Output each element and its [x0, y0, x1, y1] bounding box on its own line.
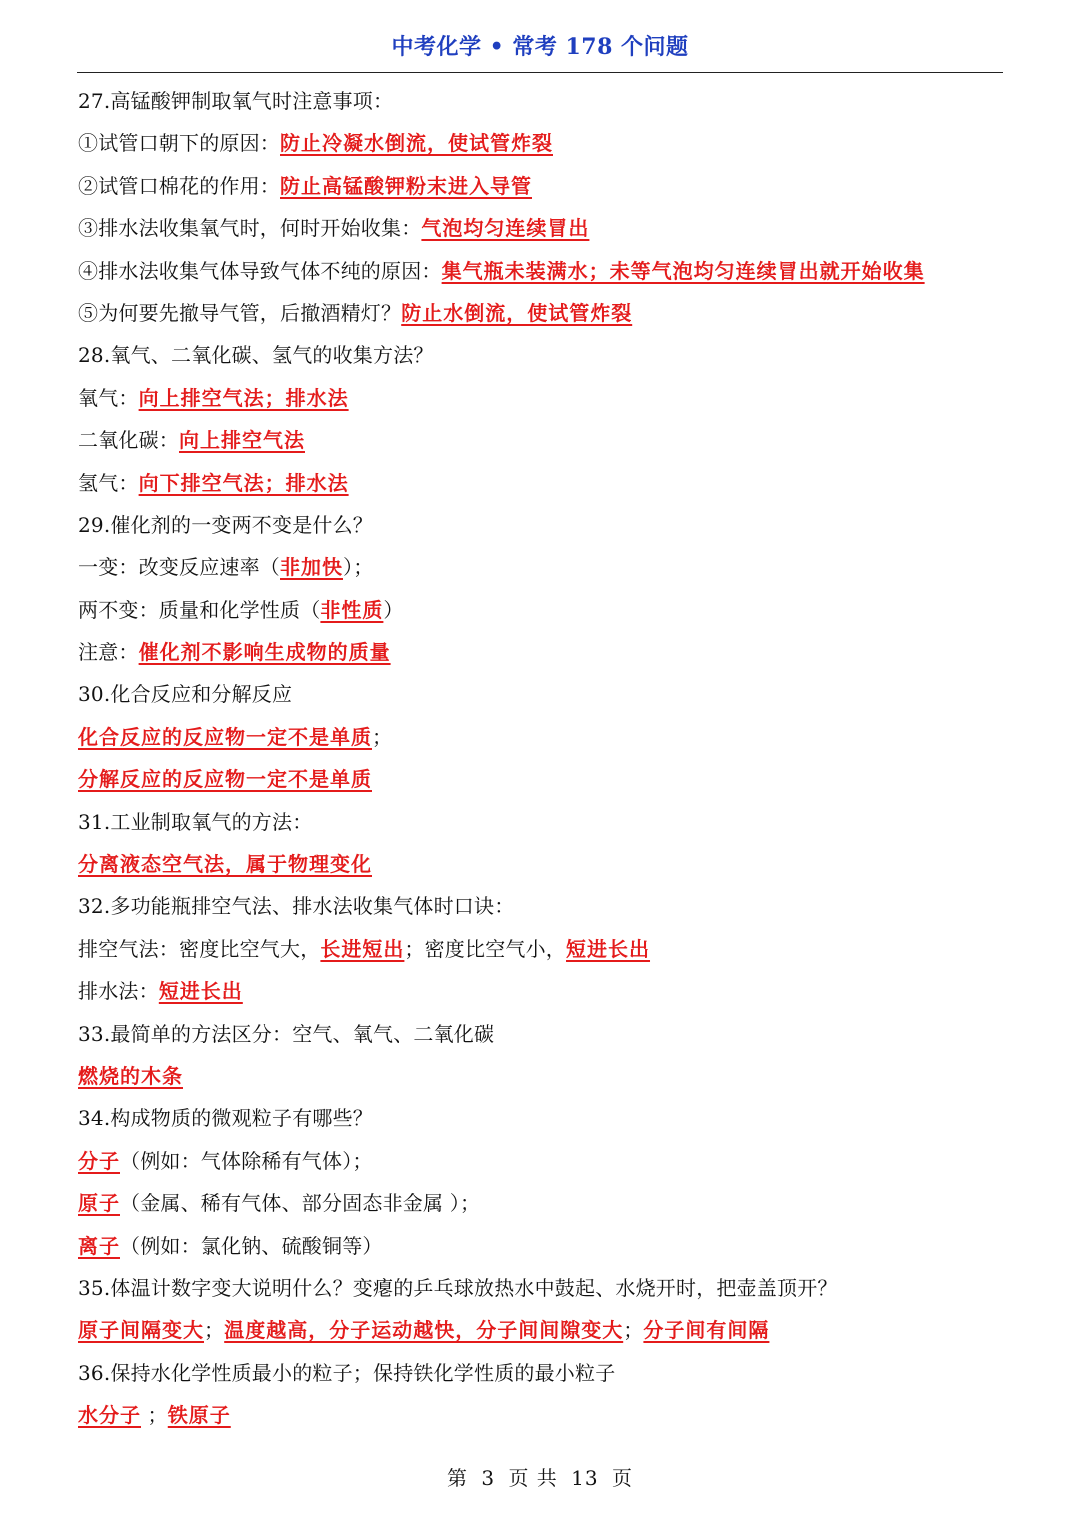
- question-text: 34.构成物质的微观粒子有哪些？: [78, 1106, 374, 1131]
- answer-line: [78, 1182, 1008, 1224]
- question-line: [78, 801, 1008, 843]
- answer-line: [78, 377, 1008, 419]
- answer-text: 分子间有间隔: [643, 1318, 770, 1343]
- separator-text: ；: [372, 724, 393, 749]
- prompt-text: 一变：改变反应速率（: [78, 555, 280, 580]
- prompt-text: ⑤为何要先撤导气管，后撤酒精灯？: [78, 300, 402, 325]
- question-line: [78, 1013, 1008, 1055]
- prompt-text: 氧气：: [78, 385, 139, 410]
- answer-line: [78, 1140, 1008, 1182]
- question-line: [78, 1352, 1008, 1394]
- answer-line: [78, 250, 1008, 292]
- prompt-text: 二氧化碳：: [78, 428, 179, 453]
- answer-line: [78, 207, 1008, 249]
- answer-text: 防止水倒流，使试管炸裂: [401, 300, 633, 325]
- page-header-title: 中考化学 • 常考 178 个问题: [391, 34, 689, 60]
- answer-text: 分子: [78, 1148, 120, 1173]
- question-line: [78, 1097, 1008, 1139]
- answer-text: 原子间隔变大: [78, 1318, 204, 1343]
- prompt-text: ③排水法收集氧气时，何时开始收集：: [78, 216, 422, 241]
- answer-text: 长进短出: [320, 936, 405, 961]
- footer-prefix: 第: [447, 1466, 468, 1490]
- prompt-text: 两不变：质量和化学性质（: [78, 597, 321, 622]
- answer-line: [78, 546, 1008, 588]
- answer-text: 原子: [78, 1191, 120, 1216]
- question-line: [78, 80, 1008, 122]
- answer-text: 铁原子: [167, 1403, 231, 1428]
- question-line: [78, 1267, 1008, 1309]
- answer-text: 化合反应的反应物一定不是单质: [78, 724, 372, 749]
- answer-text: 离子: [78, 1233, 120, 1258]
- answer-line: [78, 758, 1008, 800]
- answer-line: [78, 843, 1008, 885]
- answer-text: 非加快: [280, 555, 343, 580]
- answer-line: [78, 165, 1008, 207]
- separator-text: ）: [383, 597, 404, 622]
- answer-line: [78, 1394, 1008, 1436]
- answer-text: 短进长出: [566, 936, 651, 961]
- answer-text: 向上排空气法；排水法: [138, 385, 349, 410]
- answer-line: [78, 970, 1008, 1012]
- question-text: 27.高锰酸钾制取氧气时注意事项：: [78, 89, 394, 113]
- answer-text: 向下排空气法；排水法: [138, 470, 349, 495]
- answer-text: 集气瓶未装满水；未等气泡均匀连续冒出就开始收集: [441, 258, 925, 283]
- header-divider: [77, 72, 1003, 73]
- answer-text: 分离液态空气法，属于物理变化: [78, 852, 372, 877]
- answer-line: [78, 1309, 1008, 1351]
- question-text: 32.多功能瓶排空气法、排水法收集气体时口诀：: [78, 894, 515, 919]
- footer-total-pages: 13: [571, 1466, 599, 1490]
- answer-text: 水分子: [78, 1403, 141, 1428]
- prompt-text: 排空气法：密度比空气大，: [78, 936, 321, 961]
- answer-text: 非性质: [320, 597, 384, 622]
- footer-page-number: 3: [481, 1466, 496, 1490]
- prompt-text: 注意：: [78, 640, 139, 665]
- question-text: 29.催化剂的一变两不变是什么？: [78, 512, 374, 537]
- question-text: 36.保持水化学性质最小的粒子；保持铁化学性质的最小粒子: [78, 1360, 616, 1385]
- answer-text: 催化剂不影响生成物的质量: [138, 640, 391, 665]
- answer-line: [78, 419, 1008, 461]
- answer-text: 向上排空气法: [179, 428, 305, 453]
- question-text: 31.工业制取氧气的方法：: [78, 809, 313, 834]
- question-text: 33.最简单的方法区分：空气、氧气、二氧化碳: [78, 1021, 495, 1046]
- answer-line: [78, 292, 1008, 334]
- question-line: [78, 504, 1008, 546]
- separator-text: ；: [623, 1318, 644, 1343]
- separator-text: ）；: [343, 555, 374, 580]
- answer-line: [78, 716, 1008, 758]
- question-line: [78, 673, 1008, 715]
- answer-line: [78, 1055, 1008, 1097]
- answer-text: 防止高锰酸钾粉末进入导管: [280, 173, 532, 198]
- answer-line: [78, 928, 1008, 970]
- answer-line: [78, 1225, 1008, 1267]
- answer-line: [78, 589, 1008, 631]
- prompt-text: ②试管口棉花的作用：: [78, 173, 280, 198]
- separator-text: （例如：气体除稀有气体）；: [120, 1148, 373, 1173]
- question-line: [78, 885, 1008, 927]
- separator-text: （金属、稀有气体、部分固态非金属 ）；: [120, 1191, 481, 1216]
- answer-line: [78, 122, 1008, 164]
- question-text: 30.化合反应和分解反应: [78, 682, 293, 707]
- answer-text: 燃烧的木条: [78, 1063, 183, 1088]
- footer-mid: 页 共: [508, 1466, 558, 1490]
- answer-text: 防止冷凝水倒流，使试管炸裂: [280, 131, 553, 156]
- answer-text: 短进长出: [158, 979, 243, 1004]
- document-body: [78, 80, 1008, 1437]
- separator-text: ；: [141, 1403, 168, 1428]
- answer-text: 分解反应的反应物一定不是单质: [78, 767, 372, 792]
- separator-text: ；密度比空气小，: [404, 936, 567, 961]
- question-line: [78, 334, 1008, 376]
- prompt-text: 排水法：: [78, 979, 159, 1004]
- prompt-text: ①试管口朝下的原因：: [78, 131, 280, 156]
- answer-line: [78, 631, 1008, 673]
- prompt-text: 氢气：: [78, 470, 139, 495]
- answer-text: 气泡均匀连续冒出: [421, 216, 590, 241]
- footer-suffix: 页: [611, 1466, 633, 1490]
- question-text: 28.氧气、二氧化碳、氢气的收集方法？: [78, 343, 434, 368]
- answer-text: 温度越高，分子运动越快，分子间间隙变大: [224, 1318, 624, 1343]
- prompt-text: ④排水法收集气体导致气体不纯的原因：: [78, 258, 442, 283]
- separator-text: ；: [204, 1318, 225, 1343]
- separator-text: （例如：氯化钠、硫酸铜等）: [120, 1233, 383, 1258]
- page-footer: [0, 1462, 1080, 1491]
- answer-line: [78, 462, 1008, 504]
- question-text: 35.体温计数字变大说明什么？变瘪的乒乓球放热水中鼓起、水烧开时，把壶盖顶开？: [78, 1275, 838, 1300]
